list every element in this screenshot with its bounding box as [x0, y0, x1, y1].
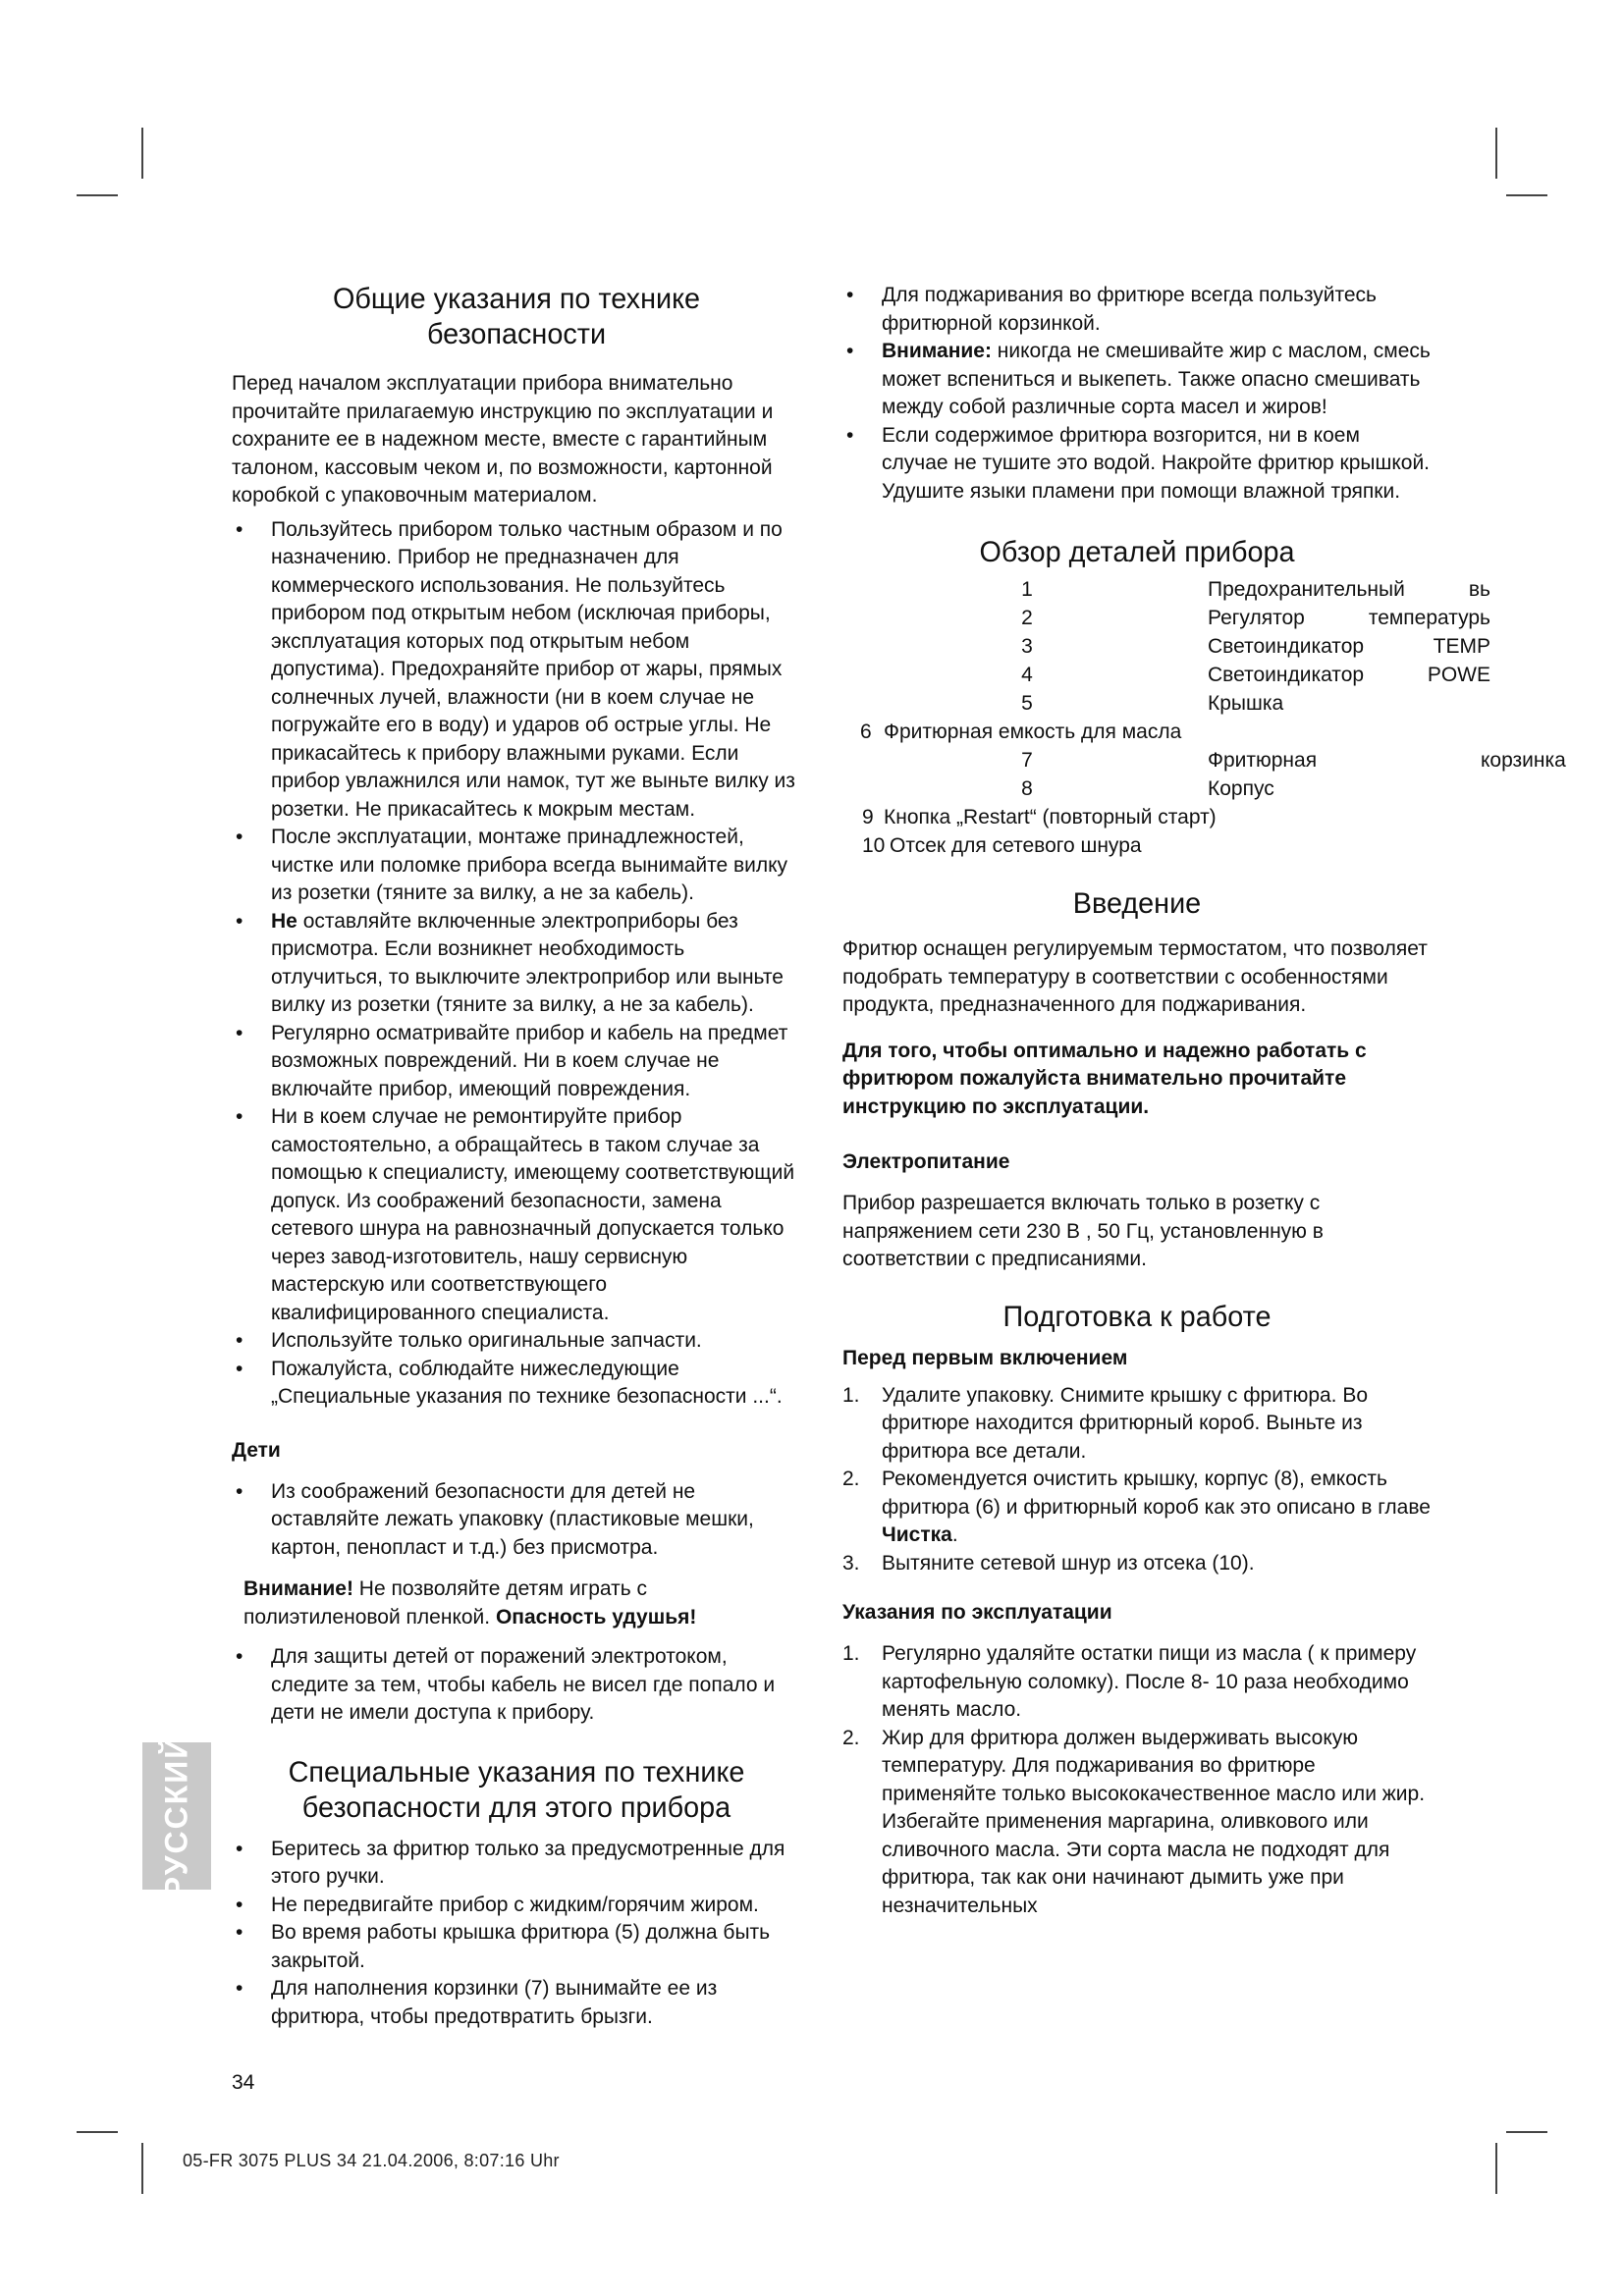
- bullet-icon: •: [236, 909, 244, 933]
- special-list: [232, 1836, 801, 2032]
- list-item: 3. Вытяните сетевой шнур из отсека (10).: [842, 1551, 1255, 1575]
- special-title: Специальные указания по технике безопасности для этого прибора: [288, 1755, 745, 1824]
- bullet-icon: •: [846, 340, 854, 362]
- safety-list: [232, 516, 801, 1412]
- crop-mark: [141, 128, 143, 179]
- bullet-icon: •: [236, 1645, 244, 1668]
- bullet-icon: •: [236, 1357, 244, 1380]
- crop-mark: [1506, 2131, 1547, 2133]
- list-item: • Во время работы крышка фритюра (5) должна быть закрытой.: [236, 1921, 771, 1972]
- children-title: Дети: [232, 1438, 281, 1462]
- list-item: • Ни в коем случае не ремонтируйте прибор самостоятельно, а обращайтесь в таком случае за помощью к специалисту, имеющему соответствующий допуск. Из соображений безопасности, замена сетевого шнура на равнозначный допускается только через завод-изготовитель, нашу сервисную мастерскую или соответствующего квалифицированного специалиста.: [236, 1105, 795, 1324]
- bullet-icon: •: [236, 1921, 244, 1944]
- page-number: 34: [232, 2071, 255, 2094]
- part-extra: POWE: [1427, 664, 1490, 686]
- power-title: Электропитание: [842, 1150, 1010, 1173]
- first-use-steps: [842, 1382, 1432, 1578]
- bullet-icon: •: [236, 1479, 244, 1503]
- bullet-icon: •: [236, 1021, 244, 1044]
- list-item: • Пользуйтесь прибором только частным образом и по назначению. Прибор не предназначен для коммерческого использования. Не пользуйтесь прибором под открытым небом (исключая приборы, эксплуатация которых под открытым небом допустима). Предохраняйте прибор от жары, прямых солнечных лучей, влажности (ни в коем случае не погружайте его в воду) и ударов об острые углы. Не прикасайтесь к прибору влажными руками. Если прибор увлажнился или намок, тут же выньте вилку из розетки. Не прикасайтесь к мокрым местам.: [236, 517, 795, 821]
- usage-title: Указания по эксплуатации: [842, 1601, 1112, 1624]
- children-list-2: [232, 1643, 801, 1728]
- part-extra: температурь: [1368, 607, 1490, 629]
- usage-steps: [842, 1640, 1432, 1920]
- part-name: Фритюрная емкость для масла: [884, 721, 1182, 743]
- list-item: • Для защиты детей от поражений электротоком, следите за тем, чтобы кабель не висел где попало и дети не имели доступа к прибору.: [236, 1645, 776, 1724]
- part-name: Кнопка „Restart“ (повторный старт): [884, 806, 1217, 828]
- list-item: • После эксплуатации, монтаже принадлежностей, чистке или поломке прибора всегда вынимайте вилку из розетки (тяните за вилку, а не за кабель).: [236, 826, 788, 904]
- children-list: [232, 1478, 801, 1563]
- list-item: • Регулярно осматривайте прибор и кабель на предмет возможных повреждений. Ни в коем случае не включайте прибор, имеющий повреждения.: [236, 1021, 788, 1100]
- part-number: 7: [1021, 749, 1033, 772]
- list-item: • Пожалуйста, соблюдайте нижеследующие „Специальные указания по технике безопасности ...“.: [236, 1357, 783, 1408]
- crop-mark: [141, 2143, 143, 2194]
- children-warning: Внимание! Не позволяйте детям играть с полиэтиленовой пленкой. Опасность удушья!: [244, 1577, 697, 1629]
- safety-title: Общие указания по технике безопасности: [332, 283, 701, 350]
- part-extra: корзинка: [1481, 749, 1566, 772]
- list-item: • Если содержимое фритюра возгорится, ни в коем случае не тушите это водой. Накройте фритюр крышкой. Удушите языки пламени при помощи влажной тряпки.: [846, 423, 1431, 503]
- parts-list: [842, 576, 1566, 861]
- bullet-icon: •: [236, 826, 244, 848]
- part-number: 4: [1021, 664, 1033, 686]
- list-item: 2. Рекомендуется очистить крышку, корпус (8), емкость фритюра (6) и фритюрный короб как это описано в главе Чистка.: [842, 1468, 1431, 1546]
- part-number: 1: [1021, 578, 1033, 601]
- part-number: 5: [1021, 692, 1033, 715]
- left-column: [232, 282, 801, 2031]
- list-item: 2. Жир для фритюра должен выдерживать высокую температуру. Для поджаривания во фритюре применяйте только высококачественное масло или жир. Избегайте применения маргарина, оливкового или сливочного масла. Эти сорта масла не подходят для фритюра, так как они начинают дымить уже при незначительных: [842, 1726, 1426, 1917]
- crop-mark: [1495, 128, 1497, 179]
- bullet-icon: •: [236, 1977, 244, 2000]
- list-item: • Внимание: никогда не смешивайте жир с маслом, смесь может вспениться и выкепеть. Также опасно смешивать между собой различные сорта масел и жиров!: [846, 340, 1431, 418]
- list-item: • Беритесь за фритюр только за предусмотренные для этого ручки.: [236, 1837, 785, 1888]
- right-column: [842, 282, 1566, 1920]
- bullet-icon: •: [236, 1105, 244, 1128]
- intro-title: Введение: [1072, 887, 1202, 920]
- part-name: Регулятор: [1208, 607, 1305, 629]
- part-number: 3: [1021, 635, 1033, 658]
- bullet-icon: •: [236, 1893, 244, 1916]
- part-name: Предохранительный: [1208, 578, 1405, 601]
- part-extra: TEMP: [1433, 635, 1490, 658]
- list-item: • Используйте только оригинальные запчасти.: [232, 1327, 801, 1356]
- bullet-icon: •: [236, 1837, 244, 1860]
- part-number: 8: [1021, 777, 1033, 800]
- print-footer: 05-FR 3075 PLUS 34 21.04.2006, 8:07:16 Uhr: [183, 2151, 560, 2170]
- crop-mark: [77, 2131, 118, 2133]
- bullet-icon: •: [236, 1329, 244, 1352]
- list-item: 1. Удалите упаковку. Снимите крышку с фритюра. Во фритюре находится фритюрный короб. Выньте из фритюра все детали.: [842, 1383, 1369, 1463]
- part-name: Светоиндикатор: [1208, 664, 1365, 686]
- crop-mark: [1506, 194, 1547, 196]
- part-name: Корпус: [1208, 777, 1274, 800]
- first-use-title: Перед первым включением: [842, 1346, 1128, 1369]
- fryer-safety-list: [842, 282, 1432, 506]
- list-item: • Из соображений безопасности для детей не оставляйте лежать упаковку (пластиковые мешки, картон, пенопласт и т.д.) без присмотра.: [236, 1479, 754, 1559]
- parts-title: Обзор деталей прибора: [979, 536, 1295, 568]
- part-extra: вь: [1468, 578, 1490, 601]
- bullet-icon: •: [236, 517, 244, 541]
- part-number: 6: [860, 721, 872, 743]
- prep-title: Подготовка к работе: [1002, 1300, 1272, 1333]
- part-number: 9: [862, 806, 874, 828]
- list-item: 1. Регулярно удаляйте остатки пищи из масла ( к примеру картофельную соломку). После 8- 10 раза необходимо менять масло.: [842, 1642, 1417, 1721]
- safety-intro: Перед началом эксплуатации прибора внимательно прочитайте прилагаемую инструкцию по эксплуатации и сохраните ее в надежном месте, вместе с гарантийным талоном, кассовым чеком и, по возможности, картонной коробкой с упаковочным материалом.: [232, 372, 774, 507]
- part-number: 2: [1021, 607, 1033, 629]
- part-name: Светоиндикатор: [1208, 635, 1365, 658]
- intro-text: Фритюр оснащен регулируемым термостатом, что позволяет подобрать температуру в соответствии с особенностями продукта, предназначенного для поджаривания.: [842, 937, 1428, 1016]
- bullet-icon: •: [846, 284, 854, 306]
- list-item: • Не оставляйте включенные электроприборы без присмотра. Если возникнет необходимость отлучиться, то выключите электроприбор или выньте вилку из розетки (тяните за вилку, а не за кабель).: [236, 909, 784, 1016]
- part-name: Отсек для сетевого шнура: [890, 834, 1142, 857]
- list-item: • Не передвигайте прибор с жидким/горячим жиром.: [232, 1892, 801, 1920]
- list-item: • Для наполнения корзинки (7) вынимайте ее из фритюра, чтобы предотвратить брызги.: [236, 1977, 718, 2028]
- part-number: 10: [862, 834, 886, 857]
- intro-bold-text: Для того, чтобы оптимально и надежно работать с фритюром пожалуйста внимательно прочитайте инструкцию по эксплуатации.: [842, 1039, 1367, 1118]
- power-text: Прибор разрешается включать только в розетку с напряжением сети 230 В , 50 Гц, установленную в соответствии с предписаниями.: [842, 1192, 1324, 1270]
- part-name: Крышка: [1208, 692, 1284, 715]
- bullet-icon: •: [846, 423, 854, 447]
- part-name: Фритюрная: [1208, 749, 1318, 772]
- list-item: • Для поджаривания во фритюре всегда пользуйтесь фритюрной корзинкой.: [846, 284, 1377, 335]
- crop-mark: [1495, 2143, 1497, 2194]
- crop-mark: [77, 194, 118, 196]
- language-tab: РУССКИЙ: [142, 1742, 211, 1890]
